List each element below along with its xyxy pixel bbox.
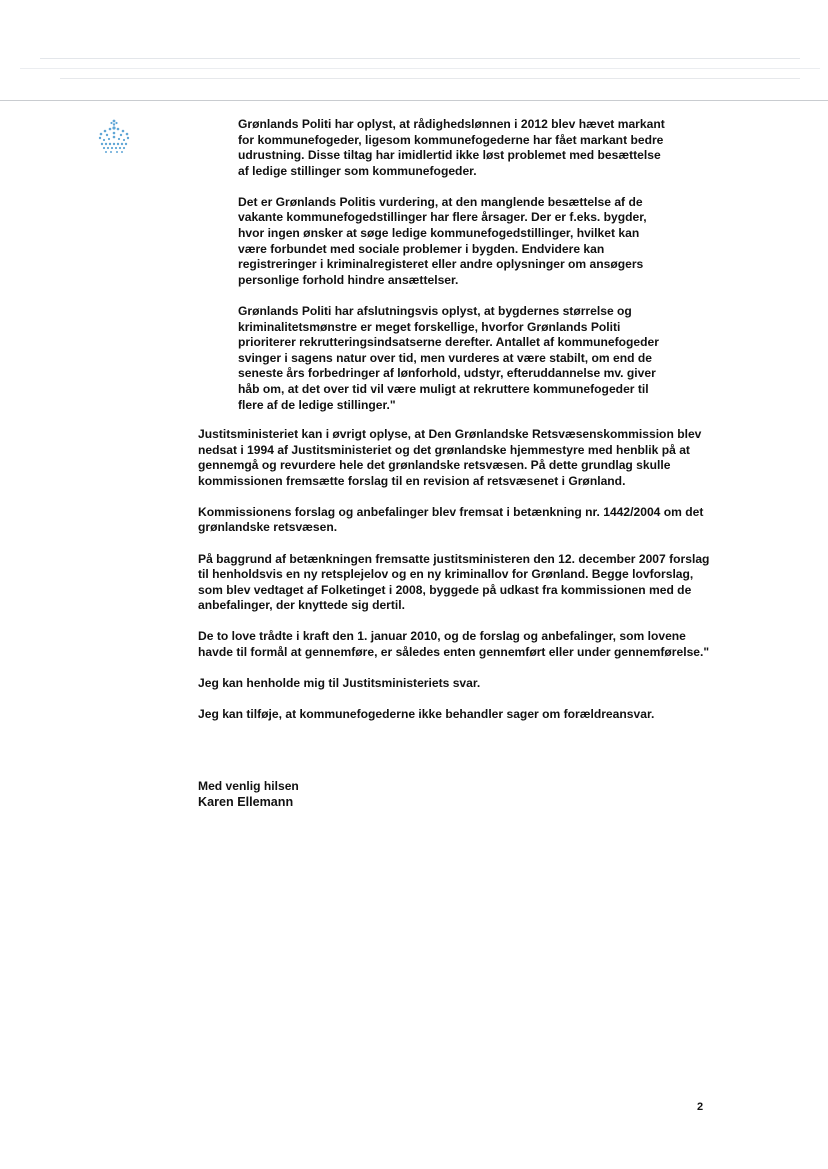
body-paragraph: Jeg kan tilføje, at kommunefogederne ikke behandler sager om forældreansvar. [198,707,655,722]
scan-artifact-line [40,58,800,59]
header-rule [0,100,828,101]
closing-block [198,779,498,810]
body-paragraph: Jeg kan henholde mig til Justitsministeriets svar. [198,676,481,691]
body-paragraph: Justitsministeriet kan i øvrigt oplyse, at Den Grønlandske Retsvæsenskommission blev nedsat i 1994 af Justitsministeriet og det grønlandske hjemmestyre med henblik på at gennemgå og revurdere hele det grønlandske retsvæsen. På dette grundlag skulle kommissionen fremsætte forslag til en revision af retsvæsenet i Grønland. [198,427,702,488]
signatory-name: Karen Ellemann [198,794,294,809]
quote-paragraph: Det er Grønlands Politis vurdering, at den manglende besættelse af de vakante kommunefogedstillinger har flere årsager. Der er f.eks. bygder, hvor ingen ønsker at søge ledige kommunefogedstillinger, hvilket kan være forbundet med sociale problemer i bygden. Endvidere kan registreringer i kriminalregisteret eller andre oplysninger om ansøgers personlige forhold hindre ansættelser. [238,194,647,287]
letter-body [198,427,710,738]
quote-paragraph: Grønlands Politi har afslutningsvis oplyst, at bygdernes størrelse og kriminalitetsmønstre er meget forskellige, hvorfor Grønlands Politi prioriterer rekrutteringsindsatserne derefter. Antallet af kommunefogeder svinger i sagens natur over tid, men vurderes at være stabilt, om end de seneste års forbedringer af lønforhold, udstyr, efteruddannelse mv. giver håb om, at det over tid vil være muligt at rekruttere kommunefogeder til flere af de ledige stillinger." [238,303,659,412]
crown-icon [94,118,134,158]
body-paragraph: De to love trådte i kraft den 1. januar 2010, og de forslag og anbefalinger, som lovene havde til formål at gennemføre, er således enten gennemført eller under gennemførelse." [198,629,710,660]
body-paragraph: Kommissionens forslag og anbefalinger blev fremsat i betænkning nr. 1442/2004 om det grønlandske retsvæsen. [198,504,704,535]
scan-artifact-line [60,78,800,79]
quoted-statement [238,117,670,429]
scan-artifact-line [20,68,820,69]
crown-logo-graphic [94,118,134,158]
body-paragraph: På baggrund af betænkningen fremsatte justitsministeren den 12. december 2007 forslag til henholdsvis en ny retsplejelov og en ny kriminallov for Grønland. Begge lovforslag, som blev vedtaget af Folketinget i 2008, byggede på udkast fra kommissionen med de anbefalinger, der knyttede sig dertil. [198,551,710,613]
quote-paragraph: Grønlands Politi har oplyst, at rådighedslønnen i 2012 blev hævet markant for kommunefogeder, ligesom kommunefogederne har fået markant bedre udrustning. Disse tiltag har imidlertid ikke løst problemet med besættelse af ledige stillinger som kommunefogeder. [238,117,665,178]
page-number: 2 [697,1101,704,1113]
closing-greeting: Med venlig hilsen [198,779,299,793]
